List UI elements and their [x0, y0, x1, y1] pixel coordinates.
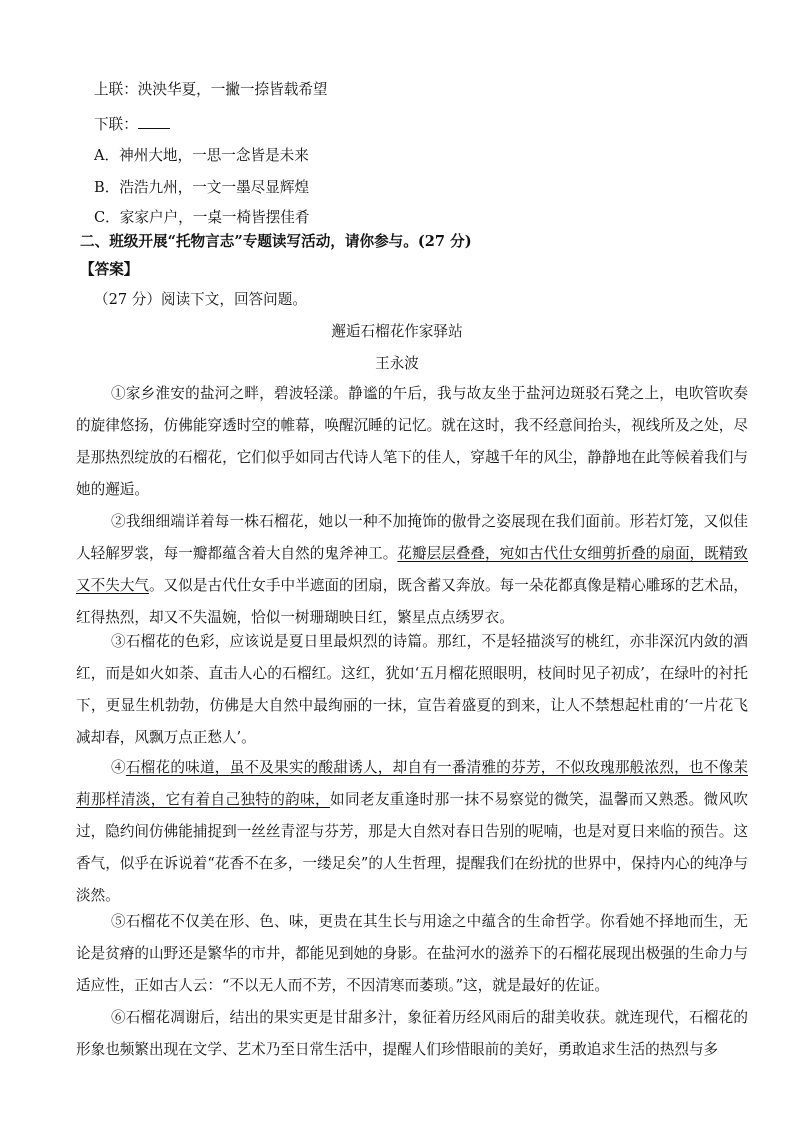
option-a: A．神州大地，一思一念皆是未来	[94, 147, 309, 164]
paragraph-2-start: ②我细细端详着每一株石榴花，她以一种不加掩饰的傲骨之姿展现在我们面前。形若灯笼，又似佳人轻解罗裳，每一瓣都蕴含着大自然的鬼斧神工。	[76, 513, 748, 562]
paragraph-3: ③石榴花的色彩，应该说是夏日里最炽烈的诗篇。那红，不是轻描淡写的桃红，亦非深沉内敛的酒红，而是如火如荼、直击人心的石榴红。这红，犹如‘五月榴花照眼明，枝间时见子初成’，在绿叶的衬托下，更显生机勃勃，仿佛是大自然中最绚丽的一抹，宣告着盛夏的到来，让人不禁想起杜甫的‘一片花飞减却春，风飘万点正愁人’。	[76, 633, 748, 746]
couplet-lower	[94, 114, 170, 135]
option-c: C．家家户户，一桌一椅皆摆佳肴	[94, 209, 310, 226]
paragraph-4-underlined: 石榴花的味道，虽不及果实的酸甜诱人，却自有一番清雅的芬芳，不似玫瑰那般浓烈，也不像茉莉那样清淡，它有着自己独特的韵味，	[76, 759, 748, 808]
section-heading: 二、班级开展“托物言志”专题读写活动，请你参与。(27 分)	[80, 233, 472, 250]
couplet-lower-label: 下联：	[94, 116, 138, 133]
reading-intro: （27 分）阅读下文，回答问题。	[94, 291, 307, 308]
paragraph-4-end: 如同老友重逢时那一抹不易察觉的微笑，温馨而又熟悉。微风吹过，隐约间仿佛能捕捉到一丝丝青涩与芬芳，那是大自然对春日告别的呢喃，也是对夏日来临的预告。这香气，似乎在诉说着“花香不在多，一缕足矣”的人生哲理，提醒我们在纷扰的世界中，保持内心的纯净与淡然。	[76, 791, 748, 904]
paragraph-2-end: 。又似是古代仕女手中半遮面的团扇，既含蓄又奔放。每一朵花都真像是精心雕琢的艺术品，红得热烈，却又不失温婉，恰似一树珊瑚映日红，繁星点点绣罗衣。	[76, 577, 748, 626]
answer-label: 【答案】	[80, 261, 139, 278]
paragraph-2	[76, 506, 748, 634]
couplet-upper: 上联：泱泱华夏，一撇一捺皆载希望	[94, 81, 328, 98]
paragraph-1: ①家乡淮安的盐河之畔，碧波轻漾。静谧的午后，我与故友坐于盐河边斑驳石凳之上，电吹管吹奏的旋律悠扬，仿佛能穿透时空的帷幕，唤醒沉睡的记忆。就在这时，我不经意间抬头，视线所及之处，尽是那热烈绽放的石榴花，它们似乎如同古代诗人笔下的佳人，穿越千年的风尘，静静地在此等候着我们与她的邂逅。	[76, 385, 748, 498]
paragraph-4-number: ④	[111, 759, 126, 776]
paragraph-2-underlined: 花瓣层层叠叠，宛如古代仕女细剪折叠的扇面，既精致又不失大气	[76, 545, 748, 594]
paragraph-5: ⑤石榴花不仅美在形、色、味，更贵在其生长与用途之中蕴含的生命哲学。你看她不择地而生，无论是贫瘠的山野还是繁华的市井，都能见到她的身影。在盐河水的滋养下的石榴花展现出极强的生命力与适应性，正如古人云：“不以无人而不芳，不因清寒而萎琐。”这，就是最好的佐证。	[76, 913, 748, 994]
option-b: B．浩浩九州，一文一墨尽显辉煌	[94, 179, 310, 196]
paragraph-6: ⑥石榴花凋谢后，结出的果实更是甘甜多汁，象征着历经风雨后的甜美收获。就连现代，石榴花的形象也频繁出现在文学、艺术乃至日常生活中，提醒人们珍惜眼前的美好，勇敢追求生活的热烈与多	[76, 1009, 748, 1058]
answer-blank	[138, 114, 170, 129]
article-title: 邂逅石榴花作家驿站	[331, 323, 463, 340]
article-author: 王永波	[375, 355, 419, 372]
paragraph-4	[76, 752, 748, 912]
